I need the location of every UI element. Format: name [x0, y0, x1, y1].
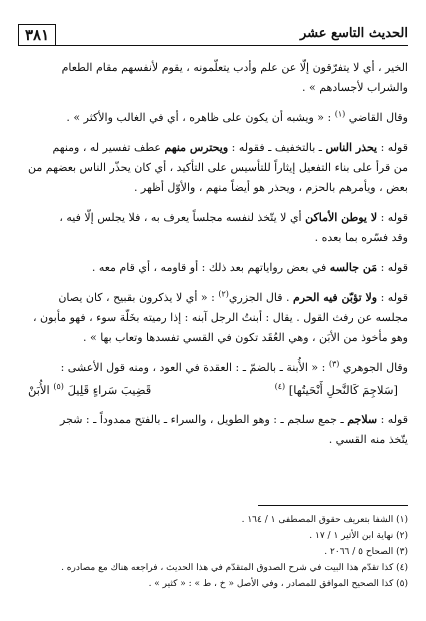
footnote-item: (٣) الصحاح ٥ / ٢٠٦٦ . — [324, 547, 408, 557]
footnote-ref: (٢) — [218, 289, 229, 299]
text-run: قوله : — [377, 211, 408, 224]
footnote-item: (٢) نهاية ابن الأثير ١ / ١٧ . — [309, 531, 408, 541]
text-run: في بعض رواياتهم بعد ذلك : أو قاومه ، أي قام معه . — [91, 261, 330, 274]
text-line: والشراب لأجسادهم » . — [302, 81, 408, 94]
footnote-ref: (٤) — [274, 382, 286, 392]
verse-text: الأُبَنْ — [28, 383, 50, 397]
quoted-phrase: مَن جالسه — [329, 261, 378, 274]
paragraph-8 — [18, 410, 408, 450]
text-run: وقال الجوهري — [342, 361, 408, 374]
paragraph-6 — [18, 288, 408, 348]
text-line: مجلسه عن رفث القول . يقال : أبنتُ الرجل آبنه : إذا رميته بخَلّة سوء ، فهو مأبون ، — [33, 311, 408, 324]
text-run: قوله : — [377, 291, 408, 304]
verse-first-hemistich — [275, 380, 398, 400]
page-number: ٣٨١ — [18, 24, 56, 46]
footnote-item: (٥) كذا الصحيح الموافق للمصادر ، وفي الأصل « خ ، ط » : « كثير » . — [148, 579, 408, 589]
footnote-ref: (٥) — [53, 382, 64, 392]
text-run: قوله : — [377, 413, 408, 426]
text-run: عطف تفسير له ، ومنهم — [52, 141, 165, 154]
text-run: قوله : — [377, 261, 408, 274]
footnotes — [18, 512, 408, 592]
main-text — [18, 58, 408, 450]
text-line: بعض ، ويأمرهم بالحزم ، ويحذر هو أيضاً منهم ، والأوّل أظهر . — [133, 181, 408, 194]
text-run: ـ بالتخفيف ـ فقوله : — [228, 141, 326, 154]
paragraph-2 — [18, 108, 408, 128]
footnote-ref: (٣) — [328, 359, 340, 369]
text-run: ـ جمع سلجم ـ : وهو الطويل ، والسراء ـ بالفتح ممدوداً ـ : شجر — [60, 413, 348, 426]
paragraph-1 — [18, 58, 408, 98]
poetry-verse — [18, 378, 408, 400]
footnote-ref: (١) — [334, 109, 346, 119]
text-run: . قال الجزري — [228, 291, 293, 304]
text-run: قوله : — [377, 141, 408, 154]
quoted-phrase: ولا تؤبّن فيه الحرم — [292, 291, 378, 304]
paragraph-3 — [18, 138, 408, 198]
page-header — [18, 18, 408, 46]
verse-second-hemistich — [28, 380, 151, 400]
paragraph-7 — [18, 358, 408, 378]
footnote-separator — [258, 505, 408, 506]
verse-text: [سَلاجِمَ كَالنَّحلِ أَنْحَيتُها] — [288, 383, 398, 397]
text-line: الخير ، أي لا يتفرّقون إلّا عن علم وأدب يتعلّمونه ، يقوم لأنفسهم مقام الطعام — [61, 61, 408, 74]
quoted-phrase: سلاجم — [347, 413, 378, 426]
text-line: وهو مأخوذ من الأبَن ، وهي العُقَد تكون في القسي تفسدها وتعاب بها » . — [82, 331, 408, 344]
text-line: من قرأ على بناء التفعيل إيثاراً للتأسيس على التأكيد ، أي كان يحذّر الناس بعضهم من — [28, 161, 408, 174]
running-title: الحديث التاسع عشر — [299, 26, 408, 41]
text-run: أي لا يتّخذ لنفسه مجلساً يعرف به ، فلا يجلس إلّا فيه ، — [59, 211, 306, 224]
text-run: : « أي لا يذكرون بقبيح ، كان يصان — [58, 291, 219, 304]
paragraph-5 — [18, 258, 408, 278]
text-run: : « الأُبنة ـ بالضمّ ـ : العقدة في العود ، ومنه قول الأعشى : — [60, 361, 326, 374]
quoted-phrase: ويحترس منهم — [164, 141, 229, 154]
verse-text: قَضِيبَ سَراءٍ قَلِيلَ — [67, 383, 152, 397]
text-line: وقد فسّره بما بعده . — [314, 231, 408, 244]
text-line: يتّخذ منه القسي . — [328, 433, 408, 446]
quoted-phrase: يحذر الناس — [325, 141, 378, 154]
paragraph-4 — [18, 208, 408, 248]
footnote-item: (١) الشفا بتعريف حقوق المصطفى ١ / ١٦٤ . — [241, 515, 408, 525]
text-run: وقال القاضي — [348, 111, 408, 124]
text-run: : « ويشبه أن يكون على ظاهره ، أي في الغالب والأكثر » . — [66, 111, 332, 124]
footnote-item: (٤) كذا تقدّم هذا البيت في شرح الصدوق المتقدّم في هذا الحديث ، فراجعه هناك مع مصادره . — [61, 563, 408, 573]
quoted-phrase: لا يوطن الأماكن — [305, 211, 378, 224]
